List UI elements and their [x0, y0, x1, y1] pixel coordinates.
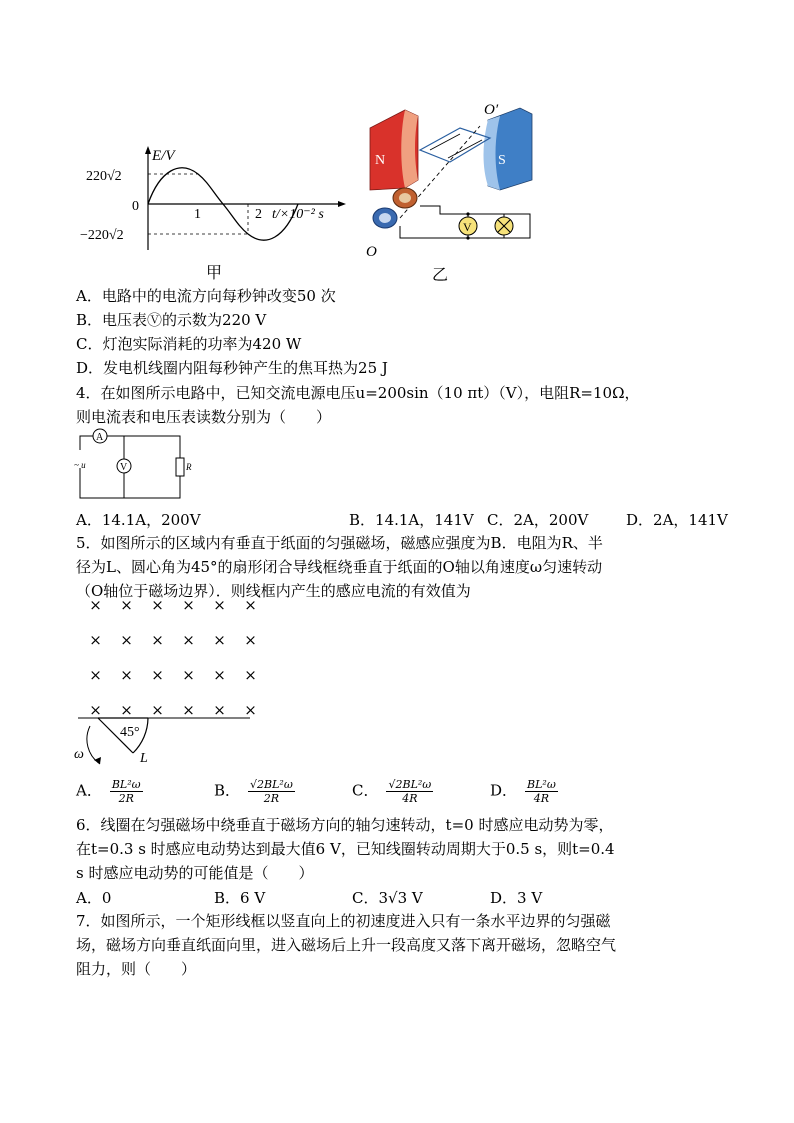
q5-option-c	[352, 778, 433, 805]
fraction-denominator: 4R	[402, 792, 418, 805]
label-O: O	[366, 244, 377, 260]
field-row-3	[80, 666, 266, 684]
q7-stem-line1: 7．如图所示，一个矩形线框以竖直向上的初速度进入只有一条水平边界的匀强磁	[76, 912, 611, 930]
q7-stem-line2: 场，磁场方向垂直纸面向里，进入磁场后上升一段高度又落下离开磁场，忽略空气	[76, 936, 617, 954]
circuit-A: A	[96, 432, 104, 443]
fraction-numerator: BL²ω	[111, 778, 141, 791]
field-cross: ×	[244, 666, 257, 684]
field-cross: ×	[213, 631, 226, 649]
q4-option-c: C．2A，200V	[487, 511, 589, 529]
q3-option-d: D．发电机线圈内阻每秒钟产生的焦耳热为25 J	[76, 359, 388, 377]
figure-jia-caption: 甲	[206, 263, 223, 282]
fraction-numerator: √2BL²ω	[250, 778, 293, 791]
q5-option-b	[214, 778, 295, 805]
field-row-2	[80, 631, 266, 649]
field-cross: ×	[89, 631, 102, 649]
q5-option-c-letter: C．	[352, 781, 379, 800]
figure-yi-generator	[360, 98, 535, 263]
field-cross: ×	[182, 596, 195, 614]
circuit-V: V	[120, 462, 128, 473]
field-cross: ×	[89, 666, 102, 684]
q4-stem-line1: 4．在如图所示电路中，已知交流电源电压u=200sin（10 πt）（V），电阻R=10Ω，	[76, 384, 640, 402]
q5-option-d-fraction	[525, 778, 558, 805]
label-S: S	[498, 153, 506, 168]
q7-stem-line3: 阻力，则（ ）	[76, 960, 197, 978]
q5-option-b-letter: B．	[214, 781, 241, 800]
field-cross: ×	[213, 666, 226, 684]
x-axis-label: t/×10⁻² s	[272, 207, 324, 222]
q3-option-a: A．电路中的电流方向每秒钟改变50 次	[76, 287, 336, 305]
q6-option-b: B．6 V	[214, 889, 266, 907]
field-cross: ×	[244, 631, 257, 649]
field-cross: ×	[151, 631, 164, 649]
omega-label: ω	[74, 747, 84, 762]
fraction-denominator: 2R	[263, 792, 280, 805]
field-cross: ×	[151, 701, 164, 719]
q5-option-b-fraction	[248, 778, 295, 805]
field-cross: ×	[89, 596, 102, 614]
figure-yi-caption: 乙	[432, 265, 449, 284]
field-cross: ×	[244, 701, 257, 719]
field-cross: ×	[151, 666, 164, 684]
circuit-u: ~ u	[74, 460, 86, 470]
q5-option-a	[76, 778, 143, 805]
q3-option-b: B．电压表Ⓥ的示数为220 V	[76, 311, 267, 329]
q6-option-a: A．0	[76, 889, 112, 907]
field-cross: ×	[151, 596, 164, 614]
fraction-denominator: 4R	[533, 792, 550, 805]
q6-stem-line1: 6．线圈在匀强磁场中绕垂直于磁场方向的轴匀速转动，t=0 时感应电动势为零，	[76, 816, 614, 834]
field-cross: ×	[120, 701, 133, 719]
y-bottom-label: −220√2	[80, 228, 124, 243]
y-zero-label: 0	[132, 199, 139, 214]
fraction-numerator: √2BL²ω	[388, 778, 432, 791]
q6-option-d: D．3 V	[490, 889, 543, 907]
q6-stem-line2: 在t=0.3 s 时感应电动势达到最大值6 V，已知线圈转动周期大于0.5 s，则t=0.4	[76, 840, 615, 858]
field-cross: ×	[89, 701, 102, 719]
q5-option-a-fraction	[110, 778, 143, 805]
q5-option-c-fraction	[386, 778, 433, 805]
q5-stem-line1: 5．如图所示的区域内有垂直于纸面的匀强磁场，磁感应强度为B．电阻为R、半	[76, 534, 603, 552]
tick-1-label: 1	[194, 207, 201, 222]
q5-stem-line3: （O轴位于磁场边界）．则线框内产生的感应电流的有效值为	[76, 582, 471, 600]
field-cross: ×	[120, 596, 133, 614]
field-cross: ×	[120, 666, 133, 684]
q5-option-d	[490, 778, 558, 805]
field-row-1	[80, 596, 266, 614]
meter-V: V	[463, 220, 472, 234]
field-cross: ×	[244, 596, 257, 614]
field-cross: ×	[120, 631, 133, 649]
q5-stem-line2: 径为L、圆心角为45°的扇形闭合导线框绕垂直于纸面的O轴以角速度ω匀速转动	[76, 558, 603, 576]
circuit-R: R	[186, 462, 192, 472]
y-top-label: 220√2	[86, 169, 122, 184]
q6-option-c: C．3√3 V	[352, 889, 423, 907]
q5-option-d-letter: D．	[490, 781, 518, 800]
q3-option-c: C．灯泡实际消耗的功率为420 W	[76, 335, 302, 353]
q5-option-a-letter: A．	[76, 781, 102, 800]
field-cross: ×	[213, 701, 226, 719]
angle-45: 45°	[120, 725, 140, 740]
tick-2-label: 2	[255, 207, 262, 222]
q4-option-a: A．14.1A，200V	[76, 511, 201, 529]
q4-stem-line2: 则电流表和电压表读数分别为（ ）	[76, 408, 332, 426]
y-axis-label: E/V	[152, 148, 175, 164]
q4-option-d: D．2A，141V	[626, 511, 728, 529]
q5-sector-figure	[70, 712, 260, 772]
label-O-prime: O′	[484, 102, 499, 118]
fraction-numerator: BL²ω	[527, 778, 556, 791]
figure-jia-graph	[80, 140, 350, 255]
fraction-denominator: 2R	[118, 792, 134, 805]
field-cross: ×	[182, 701, 195, 719]
field-cross: ×	[182, 631, 195, 649]
label-N: N	[375, 153, 386, 168]
q6-stem-line3: s 时感应电动势的可能值是（ ）	[76, 864, 314, 882]
q4-option-b: B．14.1A，141V	[349, 511, 474, 529]
field-cross: ×	[182, 666, 195, 684]
q4-circuit	[72, 428, 192, 503]
label-L: L	[140, 751, 148, 766]
field-cross: ×	[213, 596, 226, 614]
